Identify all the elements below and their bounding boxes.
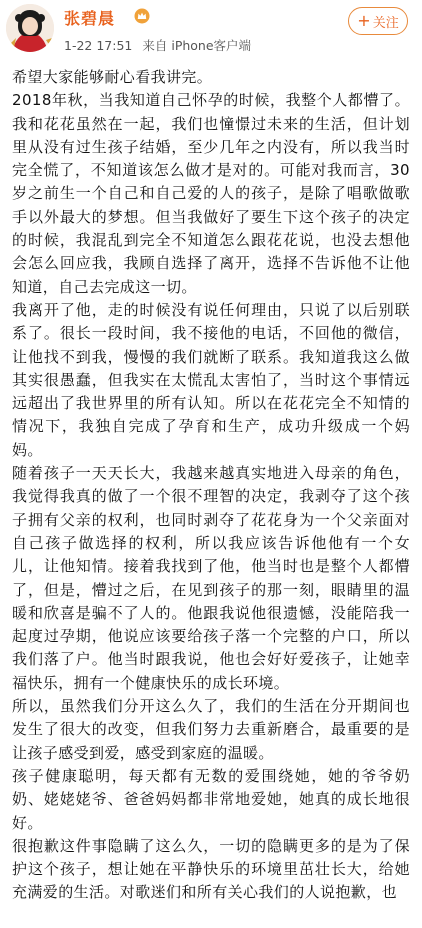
post-paragraph: 我离开了他，走的时候没有说任何理由，只说了以后别联系了。很长一段时间，我不接他的电话，不回他的微信，让他找不到我，慢慢的我们就断了联系。我知道我这么做其实很愚蠢，但我实在太慌乱太害怕了，当时这个事情远远超出了我世界里的所有认知。所以在花花完全不知情的情况下，我独自完成了孕育和生产，成功升级成一个妈妈。 [12, 300, 410, 459]
post-body [12, 66, 410, 905]
post-paragraph: 2018年秋，当我知道自己怀孕的时候，我整个人都懵了。我和花花虽然在一起，我们也憧憬过未来的生活，但计划里从没有过生孩子结婚，至少几年之内没有，所以我当时完全慌了，不知道该怎么做才是对的。可能对我而言，30岁之前生一个自己和自己爱的人的孩子，是除了唱歌做歌手以外最大的梦想。但当我做好了要生下这个孩子的决定的时候，我混乱到完全不知道怎么跟花花说，也没去想他会怎么回应我，我顾自选择了离开，选择不告诉他不让他知道，自己去完成这一切。 [12, 91, 410, 296]
post-meta [64, 36, 261, 54]
follow-button[interactable] [348, 7, 408, 35]
follow-button-label: 关注 [372, 15, 399, 31]
post-source: 来自 iPhone客户端 [142, 38, 252, 53]
post-paragraph: 很抱歉这件事隐瞒了这么久，一切的隐瞒更多的是为了保护这个孩子，想让她在平静快乐的环境里茁壮长大，给她充满爱的生活。对歌迷们和所有关心我们的人说抱歉，也 [12, 836, 410, 902]
username[interactable]: 张碧晨 [64, 9, 116, 28]
post-header [0, 0, 422, 66]
post-paragraph: 希望大家能够耐心看我讲完。 [12, 68, 213, 86]
plus-icon: + [357, 11, 371, 30]
crown-icon [134, 8, 150, 24]
post-paragraph: 所以，虽然我们分开这么久了，我们的生活在分开期间也发生了很大的改变，但我们努力去重新磨合，最重要的是让孩子感受到爱，感受到家庭的温暖。 [12, 697, 410, 762]
avatar[interactable] [6, 4, 54, 52]
post-timestamp: 1-22 17:51 [64, 38, 133, 53]
post-paragraph: 随着孩子一天天长大，我越来越真实地进入母亲的角色，我觉得我真的做了一个很不理智的决定，我剥夺了这个孩子拥有父亲的权利，也同时剥夺了花花身为一个父亲面对自己孩子做选择的权利，所以我应该告诉他他有一个女儿，让他知情。接着我找到了他，他当时也是整个人都懵了，但是，懵过之后，在见到孩子的那一刻，眼睛里的温暖和欣喜是骗不了人的。他跟我说他很遗憾，没能陪我一起度过孕期，他说应该要给孩子落一个完整的户口，所以我们落了户。他当时跟我说，他也会好好爱孩子，让她幸福快乐，拥有一个健康快乐的成长环境。 [12, 464, 410, 692]
avatar-image [6, 4, 54, 52]
post-paragraph: 孩子健康聪明，每天都有无数的爱围绕她，她的爷爷奶奶、姥姥姥爷、爸爸妈妈都非常地爱她，她真的成长地很好。 [12, 766, 410, 832]
